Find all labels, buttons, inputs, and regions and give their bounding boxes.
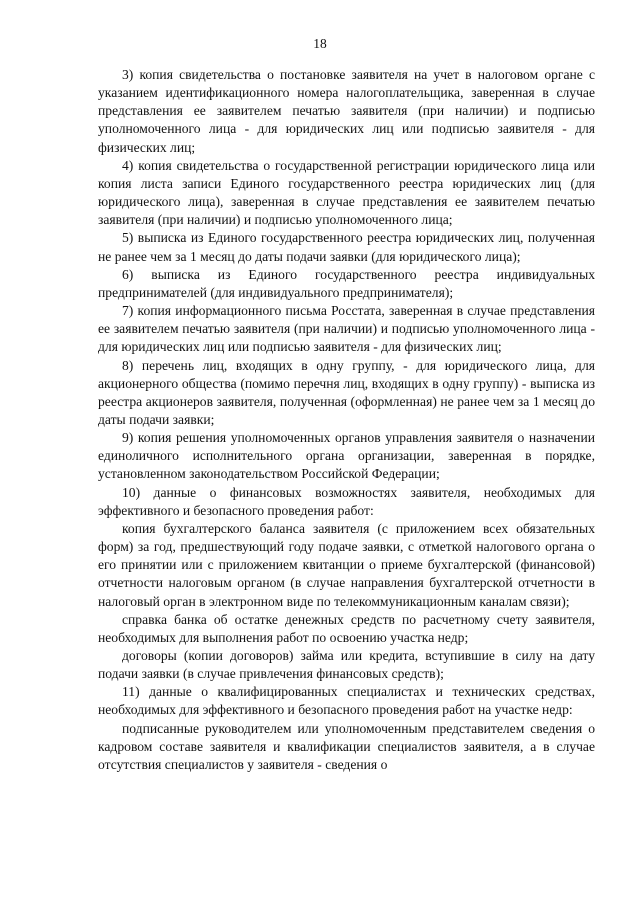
paragraph-staff-info: подписанные руководителем или уполномоченным представителем сведения о кадровом составе заявителя и квалификации специалистов заявителя, а в случае отсутствия специалистов у заявителя - сведения о <box>98 720 595 772</box>
document-body <box>98 66 595 774</box>
paragraph-bank-statement: справка банка об остатке денежных средств по расчетному счету заявителя, необходимых для выполнения работ по освоению участка недр; <box>98 611 595 645</box>
paragraph-item-9: 9) копия решения уполномоченных органов управления заявителя о назначении единоличного исполнительного органа организации, заверенная в порядке, установленном законодательством Российской Федерации; <box>98 430 595 482</box>
paragraph-balance-sheet: копия бухгалтерского баланса заявителя (с приложением всех обязательных форм) за год, предшествующий году подаче заявки, с отметкой налогового органа о его принятии или с приложением квитанции о приеме бухгалтерской (финансовой) отчетности налоговым органом (в случае направления бухгалтерской отчетности в налоговый орган в электронном виде по телекоммуникационным каналам связи); <box>98 520 595 609</box>
paragraph-item-8: 8) перечень лиц, входящих в одну группу, - для юридического лица, для акционерного общества (помимо перечня лиц, входящих в одну группу) - выписка из реестра акционеров заявителя, полученная (оформленная) не ранее чем за 1 месяц до даты подачи заявки; <box>98 357 595 427</box>
paragraph-item-4: 4) копия свидетельства о государственной регистрации юридического лица или копия листа записи Единого государственного реестра юридических лиц (для юридического лица), заверенная в случае представления ее заявителем печатью заявителя (при наличии) и подписью уполномоченного лица; <box>98 157 595 228</box>
paragraph-item-10: 10) данные о финансовых возможностях заявителя, необходимых для эффективного и безопасного проведения работ: <box>98 484 595 518</box>
paragraph-item-3: 3) копия свидетельства о постановке заявителя на учет в налоговом органе с указанием идентификационного номера налогоплательщика, заверенная в случае представления ее заявителем печатью заявителя (при наличии) и подписью уполномоченного лица - для юридических лиц или подписью заявителя - для физических лиц; <box>98 67 595 155</box>
paragraph-item-11: 11) данные о квалифицированных специалистах и технических средствах, необходимых для эффективного и безопасного проведения работ на участке недр: <box>98 684 595 718</box>
page-number: 18 <box>313 36 327 51</box>
paragraph-item-7: 7) копия информационного письма Росстата, заверенная в случае представления ее заявителем печатью заявителя (при наличии) и подписью уполномоченного лица - для юридических лиц или подписью заявителя - для физических лиц; <box>98 303 595 355</box>
paragraph-item-6: 6) выписка из Единого государственного реестра индивидуальных предпринимателей (для индивидуального предпринимателя); <box>98 266 595 300</box>
paragraph-loan-agreements: договоры (копии договоров) займа или кредита, вступившие в силу на дату подачи заявки (в случае привлечения финансовых средств); <box>98 648 595 682</box>
paragraph-item-5: 5) выписка из Единого государственного реестра юридических лиц, полученная не ранее чем за 1 месяц до даты подачи заявки (для юридического лица); <box>98 230 595 264</box>
